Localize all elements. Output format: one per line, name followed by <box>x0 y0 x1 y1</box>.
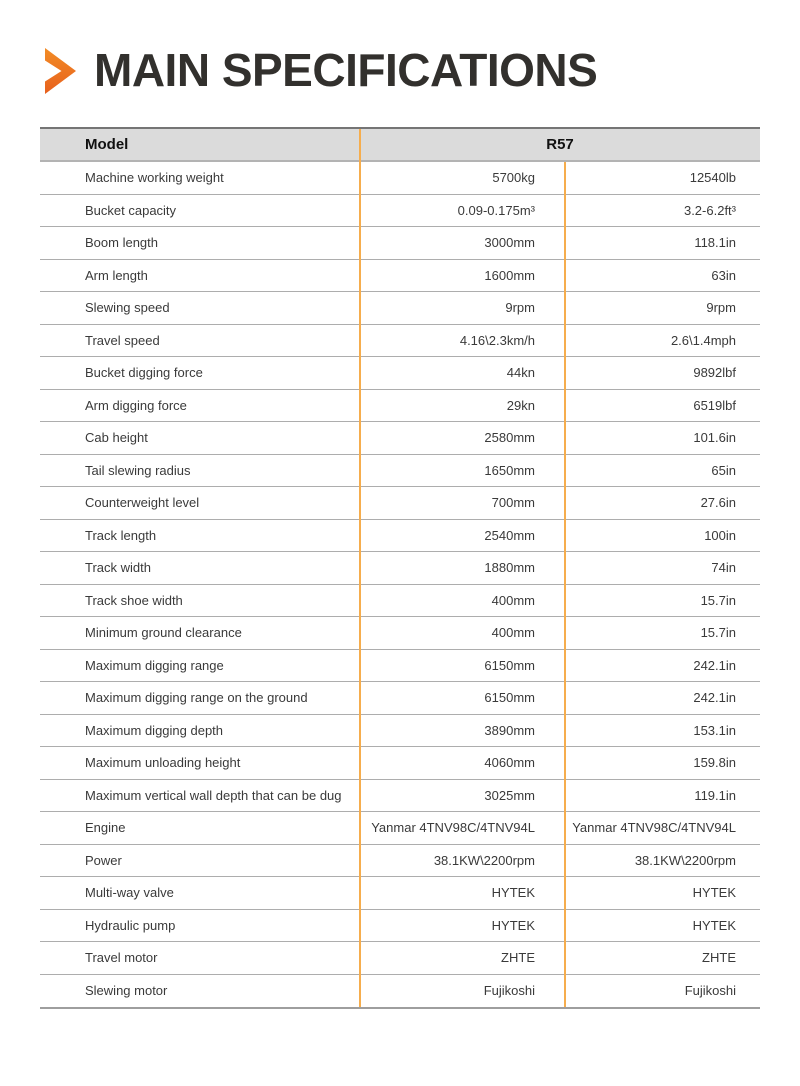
table-row <box>40 455 760 488</box>
model-header-cell: Model <box>85 136 129 153</box>
spec-value-imperial: 2.6\1.4mph <box>670 332 736 348</box>
spec-value-metric: 1600mm <box>484 267 535 283</box>
table-row <box>40 715 760 748</box>
table-row <box>40 942 760 975</box>
table-row <box>40 910 760 943</box>
spec-value-metric: 2540mm <box>484 527 535 543</box>
spec-label: Track shoe width <box>85 592 183 608</box>
spec-label: Cab height <box>85 430 148 446</box>
chevron-right-icon <box>43 47 79 95</box>
spec-value-imperial: ZHTE <box>702 950 736 966</box>
table-row <box>40 552 760 585</box>
spec-value-imperial: 9892lbf <box>693 365 736 381</box>
spec-label: Counterweight level <box>85 495 200 511</box>
table-row <box>40 585 760 618</box>
spec-label: Arm digging force <box>85 397 187 413</box>
spec-label: Maximum digging range on the ground <box>85 690 308 706</box>
spec-value-imperial: 65in <box>711 462 736 478</box>
spec-label: Engine <box>85 820 126 836</box>
column-divider-2 <box>564 162 566 1007</box>
spec-label: Slewing motor <box>85 983 168 999</box>
spec-label: Maximum digging depth <box>85 722 224 738</box>
spec-value-metric: 1880mm <box>484 560 535 576</box>
spec-value-metric: 5700kg <box>492 170 535 186</box>
spec-value-metric: ZHTE <box>501 950 535 966</box>
table-row <box>40 682 760 715</box>
spec-label: Travel speed <box>85 332 160 348</box>
table-row <box>40 617 760 650</box>
spec-value-imperial: 6519lbf <box>693 397 736 413</box>
spec-value-imperial: 153.1in <box>693 722 736 738</box>
spec-value-metric: 9rpm <box>505 300 535 316</box>
spec-value-imperial: Yanmar 4TNV98C/4TNV94L <box>572 820 736 836</box>
spec-value-metric: 38.1KW\2200rpm <box>433 852 535 868</box>
spec-label: Maximum digging range <box>85 657 224 673</box>
table-row <box>40 292 760 325</box>
spec-value-imperial: 119.1in <box>694 787 736 803</box>
spec-value-imperial: 9rpm <box>706 300 736 316</box>
spec-value-imperial: 118.1in <box>694 235 736 251</box>
table-row <box>40 520 760 553</box>
spec-value-metric: 6150mm <box>484 690 535 706</box>
table-row <box>40 227 760 260</box>
spec-value-metric: 400mm <box>491 592 535 608</box>
spec-label: Bucket digging force <box>85 365 203 381</box>
spec-value-metric: Yanmar 4TNV98C/4TNV94L <box>371 820 535 836</box>
table-row <box>40 975 760 1008</box>
spec-value-imperial: 12540lb <box>689 170 736 186</box>
model-value-cell: R57 <box>546 136 574 153</box>
section-header <box>0 0 800 127</box>
spec-value-imperial: 15.7in <box>700 625 736 641</box>
spec-value-metric: HYTEK <box>491 885 535 901</box>
table-row <box>40 845 760 878</box>
spec-value-metric: 2580mm <box>484 430 535 446</box>
spec-label: Travel motor <box>85 950 158 966</box>
spec-value-imperial: 27.6in <box>700 495 736 511</box>
spec-value-imperial: 15.7in <box>700 592 736 608</box>
spec-value-imperial: HYTEK <box>692 885 736 901</box>
spec-value-imperial: 3.2-6.2ft³ <box>683 202 736 218</box>
spec-value-metric: 1650mm <box>484 462 535 478</box>
spec-value-imperial: 242.1in <box>693 657 736 673</box>
table-body <box>40 162 760 1009</box>
spec-label: Machine working weight <box>85 170 224 186</box>
spec-value-imperial: 159.8in <box>693 755 736 771</box>
spec-value-metric: 0.09-0.175m³ <box>457 202 535 218</box>
spec-label: Maximum unloading height <box>85 755 241 771</box>
spec-label: Track width <box>85 560 151 576</box>
table-row <box>40 162 760 195</box>
spec-value-metric: Fujikoshi <box>483 983 535 999</box>
spec-value-metric: 4.16\2.3km/h <box>459 332 535 348</box>
spec-value-imperial: 242.1in <box>693 690 736 706</box>
spec-label: Bucket capacity <box>85 202 177 218</box>
spec-label: Slewing speed <box>85 300 170 316</box>
spec-value-metric: HYTEK <box>491 917 535 933</box>
spec-label: Track length <box>85 527 157 543</box>
spec-label: Boom length <box>85 235 158 251</box>
table-row <box>40 325 760 358</box>
table-row <box>40 422 760 455</box>
spec-value-imperial: 100in <box>704 527 736 543</box>
spec-label: Arm length <box>85 267 148 283</box>
column-divider-1 <box>359 129 361 1007</box>
spec-label: Tail slewing radius <box>85 462 191 478</box>
spec-value-imperial: Fujikoshi <box>684 983 736 999</box>
table-row <box>40 650 760 683</box>
spec-label: Multi-way valve <box>85 885 174 901</box>
spec-value-metric: 29kn <box>506 397 535 413</box>
table-header-row <box>40 127 760 162</box>
spec-value-metric: 400mm <box>491 625 535 641</box>
table-row <box>40 747 760 780</box>
table-row <box>40 487 760 520</box>
table-row <box>40 877 760 910</box>
table-row <box>40 260 760 293</box>
spec-value-imperial: 38.1KW\2200rpm <box>634 852 736 868</box>
spec-value-metric: 3000mm <box>484 235 535 251</box>
spec-value-metric: 3890mm <box>484 722 535 738</box>
spec-value-metric: 3025mm <box>484 787 535 803</box>
table-row <box>40 780 760 813</box>
spec-value-metric: 4060mm <box>484 755 535 771</box>
table-row <box>40 812 760 845</box>
table-row <box>40 357 760 390</box>
spec-value-metric: 44kn <box>506 365 535 381</box>
spec-label: Maximum vertical wall depth that can be dug <box>85 787 342 803</box>
spec-value-metric: 6150mm <box>484 657 535 673</box>
spec-value-metric: 700mm <box>491 495 535 511</box>
spec-label: Power <box>85 852 122 868</box>
spec-value-imperial: HYTEK <box>692 917 736 933</box>
page-title: MAIN SPECIFICATIONS <box>94 44 598 96</box>
spec-value-imperial: 101.6in <box>693 430 736 446</box>
table-row <box>40 390 760 423</box>
table-row <box>40 195 760 228</box>
spec-label: Hydraulic pump <box>85 917 176 933</box>
spec-label: Minimum ground clearance <box>85 625 242 641</box>
spec-value-imperial: 63in <box>711 267 736 283</box>
specifications-table <box>40 127 760 1009</box>
spec-value-imperial: 74in <box>711 560 736 576</box>
